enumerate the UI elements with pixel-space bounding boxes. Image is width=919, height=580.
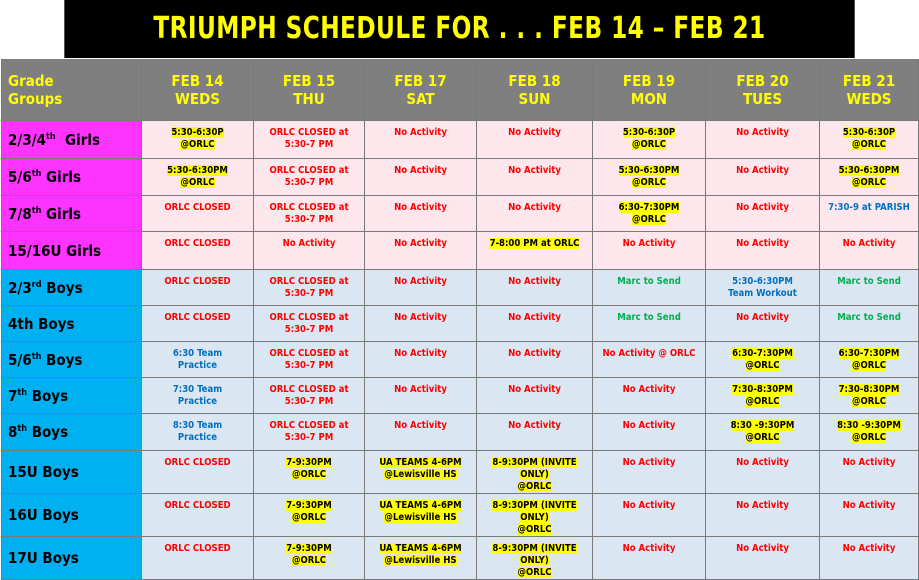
schedule-cell [593, 494, 706, 537]
schedule-cell [706, 451, 820, 494]
schedule-row [2, 342, 919, 378]
schedule-cell [254, 121, 365, 159]
schedule-cell [820, 537, 919, 580]
grade-group-name: 15U Boys [8, 463, 79, 481]
grade-group-label [2, 196, 142, 232]
schedule-entry-text: @ORLC [745, 396, 780, 407]
schedule-entry-text: No Activity [842, 543, 896, 554]
schedule-cell [706, 378, 820, 414]
schedule-cell [142, 306, 254, 342]
schedule-entry-text: No Activity [394, 276, 447, 287]
schedule-cell [254, 232, 365, 270]
schedule-entry-text: Marc to Send [617, 312, 681, 323]
schedule-cell [254, 378, 365, 414]
schedule-cell [706, 494, 820, 537]
header-date: FEB 15 [282, 72, 336, 90]
schedule-entry-text: @ORLC [745, 432, 780, 443]
schedule-cell [365, 232, 477, 270]
grade-group-name-rest: Boys [41, 350, 83, 369]
schedule-entry-text: 5:30-6:30PM [838, 165, 900, 176]
grade-group-name-rest: Girls [55, 130, 101, 149]
header-day: SAT [406, 90, 435, 108]
schedule-entry-text: No Activity [508, 384, 561, 395]
schedule-entry-text: No Activity [394, 127, 447, 138]
schedule-entry-text: UA TEAMS 4-6PM [379, 543, 462, 554]
schedule-cell [365, 378, 477, 414]
schedule-entry-text: No Activity [508, 165, 561, 176]
schedule-entry-text: UA TEAMS 4-6PM [379, 500, 462, 511]
schedule-entry-text: @ORLC [291, 555, 327, 566]
schedule-cell [593, 451, 706, 494]
grade-group-name: 7 [8, 386, 18, 405]
schedule-cell [706, 414, 820, 451]
schedule-entry-text: ORLC CLOSED [164, 202, 231, 213]
schedule-entry-text: No Activity [842, 238, 896, 249]
schedule-entry-text: @ORLC [631, 214, 667, 225]
schedule-entry-text: @ORLC [291, 512, 327, 523]
schedule-cell [142, 159, 254, 196]
schedule-entry-text: ORLC CLOSED at [269, 276, 349, 287]
schedule-entry-text: @ORLC [851, 396, 887, 407]
schedule-entry-text: ORLC CLOSED [164, 312, 231, 323]
grade-suffix: th [31, 351, 42, 362]
schedule-cell [254, 159, 365, 196]
schedule-entry-text: Practice [177, 396, 218, 407]
schedule-body [2, 121, 919, 580]
schedule-entry-text: No Activity [394, 165, 447, 176]
schedule-entry-text: No Activity [394, 348, 447, 359]
schedule-cell [142, 537, 254, 580]
schedule-row [2, 451, 919, 494]
schedule-entry-text: No Activity [394, 384, 447, 395]
schedule-entry-text: @ORLC [291, 469, 327, 480]
schedule-entry-text: 5:30-7 PM [284, 324, 334, 335]
schedule-cell [365, 537, 477, 580]
schedule-cell [477, 494, 593, 537]
schedule-entry-text: No Activity [736, 543, 789, 554]
schedule-cell [820, 414, 919, 451]
schedule-entry-text: @ORLC [851, 432, 887, 443]
schedule-entry-text: Marc to Send [837, 276, 901, 287]
schedule-entry-text: @ORLC [517, 524, 552, 535]
schedule-entry-text: 7-9:30PM [286, 500, 332, 511]
schedule-cell [254, 494, 365, 537]
schedule-entry-text: No Activity [736, 238, 789, 249]
schedule-entry-text: No Activity [736, 202, 789, 213]
schedule-entry-text: 5:30-7 PM [284, 360, 334, 371]
schedule-cell [477, 196, 593, 232]
schedule-entry-text: No Activity [508, 348, 561, 359]
schedule-entry-text: @ORLC [851, 139, 887, 150]
grade-group-name: 4th Boys [8, 314, 75, 333]
schedule-entry-text: No Activity [736, 457, 789, 468]
schedule-entry-text: 7-9:30PM [286, 457, 332, 468]
schedule-cell [706, 270, 820, 306]
schedule-entry-text: 5:30-7 PM [284, 139, 334, 150]
header-day: THU [293, 90, 325, 108]
schedule-entry-text: @Lewisville HS [384, 555, 457, 566]
schedule-entry-text: UA TEAMS 4-6PM [379, 457, 462, 468]
schedule-cell [365, 306, 477, 342]
schedule-entry-text: 7:30 Team [172, 384, 223, 395]
schedule-cell [593, 159, 706, 196]
schedule-entry-text: Marc to Send [617, 276, 681, 287]
schedule-cell [477, 232, 593, 270]
schedule-cell [365, 451, 477, 494]
schedule-row [2, 414, 919, 451]
schedule-cell [477, 159, 593, 196]
schedule-cell [706, 537, 820, 580]
grade-group-name-rest: Girls [41, 204, 82, 223]
header-date: FEB 17 [394, 72, 447, 90]
grade-suffix: th [31, 205, 42, 216]
header-row [2, 60, 919, 121]
schedule-row [2, 159, 919, 196]
schedule-cell [593, 537, 706, 580]
schedule-cell [254, 451, 365, 494]
schedule-cell [706, 306, 820, 342]
schedule-entry-text: No Activity [508, 202, 561, 213]
schedule-entry-text: 8-9:30PM (INVITE ONLY) [492, 543, 577, 566]
schedule-entry-text: ORLC CLOSED [164, 238, 231, 249]
schedule-cell [142, 494, 254, 537]
schedule-cell [365, 159, 477, 196]
grade-group-label [2, 270, 142, 306]
schedule-entry-text: No Activity [622, 457, 676, 468]
schedule-cell [820, 451, 919, 494]
schedule-cell [142, 451, 254, 494]
grade-suffix: th [31, 169, 42, 179]
grade-suffix: rd [31, 279, 42, 290]
schedule-cell [477, 342, 593, 378]
schedule-entry-text: Marc to Send [837, 312, 901, 323]
schedule-entry-text: 6:30-7:30PM [618, 202, 680, 213]
schedule-entry-text: @Lewisville HS [384, 469, 457, 480]
grade-group-name: 2/3/4 [8, 130, 47, 149]
schedule-cell [593, 270, 706, 306]
grade-group-name-rest: Boys [27, 386, 69, 405]
grade-groups-header [2, 60, 142, 121]
grade-group-name: 5/6 [8, 168, 32, 186]
grade-group-name: 17U Boys [8, 549, 79, 567]
schedule-table [1, 59, 919, 580]
schedule-cell [820, 342, 919, 378]
grade-group-label [2, 378, 142, 414]
schedule-row [2, 537, 919, 580]
schedule-entry-text: No Activity [622, 384, 676, 395]
schedule-row [2, 121, 919, 159]
schedule-cell [142, 342, 254, 378]
schedule-entry-text: 7:30-8:30PM [732, 384, 793, 395]
schedule-cell [706, 159, 820, 196]
schedule-entry-text: No Activity [736, 500, 789, 511]
schedule-cell [477, 451, 593, 494]
schedule-cell [142, 121, 254, 159]
schedule-cell [477, 414, 593, 451]
schedule-entry-text: 5:30-6:30P [171, 127, 224, 138]
schedule-entry-text: ORLC CLOSED [164, 276, 231, 287]
day-header [593, 60, 706, 121]
grade-suffix: th [17, 424, 28, 434]
day-header [254, 60, 365, 121]
header-line: Groups [8, 90, 63, 108]
schedule-entry-text: 7-9:30PM [286, 543, 332, 554]
schedule-cell [254, 196, 365, 232]
schedule-cell [365, 414, 477, 451]
schedule-entry-text: 7-8:00 PM at ORLC [489, 238, 580, 249]
schedule-entry-text: 8:30 -9:30PM [730, 420, 795, 431]
schedule-cell [365, 196, 477, 232]
schedule-entry-text: @ORLC [631, 177, 667, 188]
schedule-entry-text: 5:30-6:30PM [732, 276, 793, 287]
schedule-entry-text: Practice [177, 360, 218, 371]
schedule-entry-text: No Activity [622, 238, 676, 249]
day-header [706, 60, 820, 121]
header-date: FEB 18 [508, 72, 561, 90]
schedule-entry-text: No Activity [842, 500, 896, 511]
schedule-entry-text: @ORLC [517, 481, 552, 492]
schedule-cell [254, 342, 365, 378]
grade-group-name: 5/6 [8, 350, 32, 369]
schedule-row [2, 494, 919, 537]
grade-group-name-rest: Boys [41, 278, 83, 297]
schedule-cell [477, 378, 593, 414]
schedule-row [2, 306, 919, 342]
schedule-row [2, 196, 919, 232]
schedule-entry-text: No Activity [394, 312, 447, 323]
schedule-entry-text: ORLC CLOSED at [269, 202, 349, 213]
header-day: TUES [742, 90, 783, 108]
grade-group-label [2, 306, 142, 342]
grade-group-label [2, 451, 142, 494]
schedule-entry-text: 6:30 Team [172, 348, 223, 359]
schedule-entry-text: No Activity [736, 312, 789, 323]
grade-group-name-rest: Boys [27, 423, 69, 441]
schedule-entry-text: Team Workout [728, 288, 797, 299]
grade-group-label [2, 232, 142, 270]
schedule-cell [593, 121, 706, 159]
schedule-entry-text: @ORLC [851, 360, 887, 371]
schedule-cell [142, 196, 254, 232]
grade-group-name: 15/16U Girls [8, 241, 102, 260]
schedule-entry-text: ORLC CLOSED at [269, 420, 349, 431]
schedule-entry-text: 8:30 Team [172, 420, 223, 431]
schedule-entry-text: No Activity [622, 500, 676, 511]
schedule-cell [142, 270, 254, 306]
schedule-entry-text: ORLC CLOSED [164, 543, 231, 554]
schedule-entry-text: No Activity [394, 420, 447, 431]
schedule-entry-text: ORLC CLOSED at [269, 384, 349, 395]
header-day: WEDS [846, 90, 892, 108]
schedule-entry-text: 6:30-7:30PM [838, 348, 900, 359]
schedule-cell [254, 414, 365, 451]
schedule-row [2, 378, 919, 414]
schedule-entry-text: 7:30-8:30PM [838, 384, 900, 395]
grade-group-name-rest: Girls [41, 168, 82, 186]
schedule-entry-text: 5:30-7 PM [284, 396, 334, 407]
schedule-entry-text: No Activity [736, 127, 789, 138]
schedule-cell [365, 494, 477, 537]
schedule-entry-text: No Activity [394, 202, 447, 213]
schedule-cell [593, 414, 706, 451]
schedule-entry-text: 5:30-7 PM [284, 432, 334, 443]
schedule-entry-text: 7:30-9 at PARISH [828, 202, 910, 213]
schedule-entry-text: @ORLC [180, 139, 215, 150]
schedule-cell [254, 537, 365, 580]
schedule-cell [477, 537, 593, 580]
schedule-entry-text: 5:30-7 PM [284, 214, 334, 225]
day-header [477, 60, 593, 121]
day-header [820, 60, 919, 121]
header-day: SUN [518, 90, 551, 108]
schedule-entry-text: 6:30-7:30PM [732, 348, 793, 359]
schedule-cell [477, 270, 593, 306]
schedule-cell [820, 159, 919, 196]
schedule-entry-text: No Activity [508, 420, 561, 431]
grade-group-label [2, 159, 142, 196]
schedule-cell [593, 232, 706, 270]
schedule-entry-text: No Activity [508, 127, 561, 138]
header-date: FEB 14 [171, 72, 224, 90]
schedule-entry-text: Practice [177, 432, 218, 443]
schedule-cell [593, 196, 706, 232]
schedule-entry-text: @ORLC [851, 177, 887, 188]
schedule-entry-text: No Activity [394, 238, 447, 249]
schedule-entry-text: No Activity [842, 457, 896, 468]
schedule-cell [820, 306, 919, 342]
schedule-entry-text: @Lewisville HS [384, 512, 457, 523]
page-title: TRIUMPH SCHEDULE FOR . . . FEB 14 – FEB 21 [64, 0, 854, 58]
schedule-entry-text: 8-9:30PM (INVITE ONLY) [492, 500, 577, 523]
schedule-entry-text: @ORLC [517, 567, 552, 578]
schedule-cell [820, 270, 919, 306]
grade-group-label [2, 342, 142, 378]
schedule-entry-text: 5:30-6:30P [842, 127, 896, 138]
schedule-cell [593, 342, 706, 378]
schedule-row [2, 232, 919, 270]
schedule-cell [593, 306, 706, 342]
schedule-cell [365, 270, 477, 306]
grade-group-label [2, 494, 142, 537]
grade-group-name: 7/8 [8, 204, 32, 223]
schedule-entry-text: ORLC CLOSED at [269, 348, 349, 359]
schedule-entry-text: 5:30-7 PM [284, 177, 334, 188]
grade-group-name: 16U Boys [8, 506, 79, 524]
schedule-entry-text: No Activity [508, 312, 561, 323]
schedule-entry-text: 5:30-6:30PM [167, 165, 228, 176]
header-date: FEB 21 [842, 72, 896, 90]
schedule-cell [706, 121, 820, 159]
schedule-entry-text: 8-9:30PM (INVITE ONLY) [492, 457, 577, 480]
schedule-entry-text: 5:30-7 PM [284, 288, 334, 299]
schedule-cell [142, 232, 254, 270]
schedule-entry-text: No Activity [622, 543, 676, 554]
header-day: MON [630, 90, 668, 108]
schedule-cell [593, 378, 706, 414]
schedule-entry-text: ORLC CLOSED at [269, 127, 349, 138]
day-header [365, 60, 477, 121]
grade-group-label [2, 414, 142, 451]
schedule-entry-text: No Activity @ ORLC [602, 348, 696, 359]
schedule-cell [142, 414, 254, 451]
grade-suffix: th [17, 387, 28, 398]
schedule-entry-text: ORLC CLOSED [164, 500, 231, 511]
grade-group-label [2, 121, 142, 159]
schedule-entry-text: @ORLC [180, 177, 215, 188]
schedule-cell [477, 121, 593, 159]
schedule-entry-text: No Activity [282, 238, 336, 249]
grade-group-name: 8 [8, 423, 18, 441]
schedule-cell [254, 270, 365, 306]
header-date: FEB 20 [736, 72, 789, 90]
schedule-entry-text: 5:30-6:30P [622, 127, 676, 138]
schedule-entry-text: 8:30 -9:30PM [837, 420, 901, 431]
schedule-cell [365, 121, 477, 159]
schedule-entry-text: No Activity [508, 276, 561, 287]
schedule-cell [820, 494, 919, 537]
schedule-entry-text: No Activity [736, 165, 789, 176]
header-line: Grade [8, 72, 54, 90]
schedule-entry-text: @ORLC [745, 360, 780, 371]
schedule-cell [477, 306, 593, 342]
schedule-row [2, 270, 919, 306]
grade-group-label [2, 537, 142, 580]
schedule-cell [820, 121, 919, 159]
grade-suffix: th [46, 131, 56, 142]
schedule-cell [706, 342, 820, 378]
schedule-cell [254, 306, 365, 342]
schedule-entry-text: ORLC CLOSED at [269, 312, 349, 323]
schedule-cell [142, 378, 254, 414]
schedule-cell [820, 378, 919, 414]
schedule-entry-text: @ORLC [631, 139, 667, 150]
header-date: FEB 19 [622, 72, 676, 90]
schedule-cell [365, 342, 477, 378]
schedule-cell [820, 196, 919, 232]
header-day: WEDS [174, 90, 221, 108]
schedule-entry-text: 5:30-6:30PM [618, 165, 680, 176]
day-header [142, 60, 254, 121]
schedule-cell [820, 232, 919, 270]
schedule-entry-text: ORLC CLOSED at [269, 165, 349, 176]
schedule-entry-text: No Activity [622, 420, 676, 431]
schedule-entry-text: ORLC CLOSED [164, 457, 231, 468]
grade-group-name: 2/3 [8, 278, 32, 297]
schedule-cell [706, 232, 820, 270]
schedule-cell [706, 196, 820, 232]
